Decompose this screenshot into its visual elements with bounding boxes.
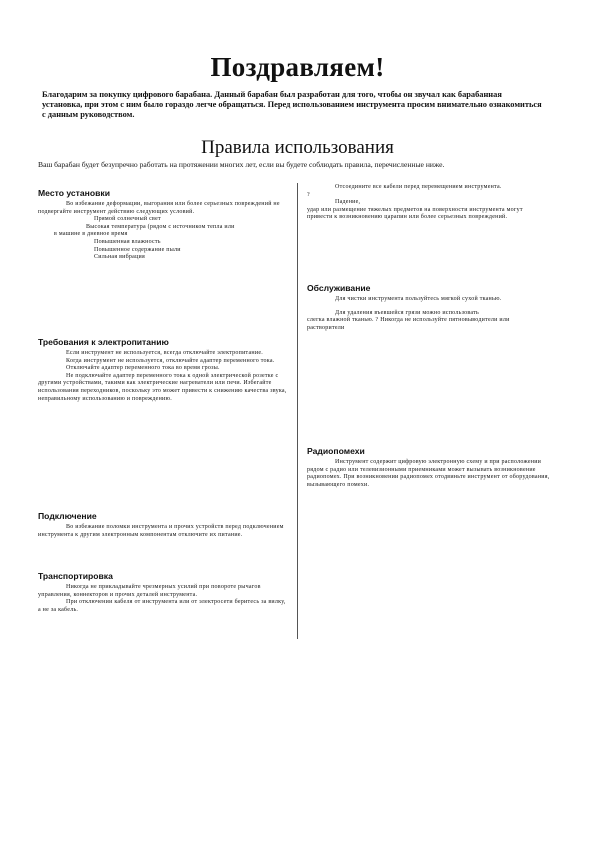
section-cables [307,184,547,222]
section-text: Для удаления въевшейся грязи можно использовать [335,309,480,316]
rules-intro: Ваш барабан будет безупречно работать на протяжении многих лет, если вы будете соблюдать правила, перечисленные ниже. [38,160,445,169]
section-text: Для чистки инструмента пользуйтесь мягкой сухой тканью. [335,296,502,302]
section-heading: Транспортировка [38,571,113,581]
section-text: Во избежание поломки инструмента и прочих устройств перед подключением инструмента к другим электронным компонентам отключите их питание. [38,524,284,538]
section-text: Инструмент содержит цифровую электронную схему и при расположении рядом с радио или телевизионными приемниками может вызывать возникновение радиопомех. При возникновении радиопомех отодвиньте инструмент от оборудования, вызывающего помехи. [307,459,550,488]
section-mark: ? [307,191,310,198]
list-item: Прямой солнечный свет [94,216,161,223]
section-heading: Радиопомехи [307,446,365,456]
list-item: Повышенное содержание пыли [94,246,181,253]
intro-paragraph: Благодарим за покупку цифрового барабана. Данный барабан был разработан для того, чтобы он звучал как барабанная установка, при этом с ним было гораздо легче обращаться. Перед использованием инструмента просим внимательно ознакомиться с данным руководством. [42,90,542,119]
section-text: удар или размещение тяжелых предметов на поверхности инструмента могут привести к возникновению царапин или более серьезных повреждений. [307,206,523,221]
page-title: Поздравляем! [210,52,385,82]
section-radio [307,446,552,489]
list-item: Повышенная влажность [94,238,161,245]
section-text: Если инструмент не используется, всегда отключайте электропитание. [66,350,263,356]
section-heading: Подключение [38,511,97,521]
section-text: Падение, [335,199,361,206]
section-text: Отключайте адаптер переменного тока во время грозы. [66,365,220,372]
section-text: слегка влажной тканью. ? Никогда не используйте пятновыводители или растворители [307,317,510,331]
section-heading: Обслуживание [307,283,371,293]
rules-heading: Правила использования [201,137,394,158]
section-power [38,337,288,403]
list-item: Высокая температура (рядом с источником тепла или [86,223,235,230]
section-connect [38,511,288,539]
section-text: При отключении кабеля от инструмента или от электросети беритесь за вилку, а не за кабель. [38,599,286,613]
section-heading: Требования к электропитанию [38,337,169,347]
section-transport [38,571,288,614]
section-text: Отсоедините все кабели перед перемещением инструмента. [335,184,502,190]
section-text: Никогда не прикладывайте чрезмерных усилий при повороте рычагов управления, коннекторов и прочих деталей инструмента. [38,584,261,598]
column-divider [297,183,298,639]
section-service [307,283,547,332]
section-text: Когда инструмент не используется, отключайте адаптер переменного тока. [66,357,275,364]
list-item: Сильная вибрация [94,254,146,261]
section-text: Не подключайте адаптер переменного тока к одной электрической розетке с другими устройствами, такими как электрические нагреватели или печи. Избегайте использования переходников, поскольку это может привести к снижению качества звука, неправильному использованию и повреждению. [38,372,287,402]
section-placement [38,188,288,262]
section-text: Во избежание деформации, выгорания или более серьезных повреждений не подвергайте инструмент действию следующих условий. [38,201,280,215]
section-heading: Место установки [38,188,110,198]
list-item: в машине в дневное время [54,231,128,238]
